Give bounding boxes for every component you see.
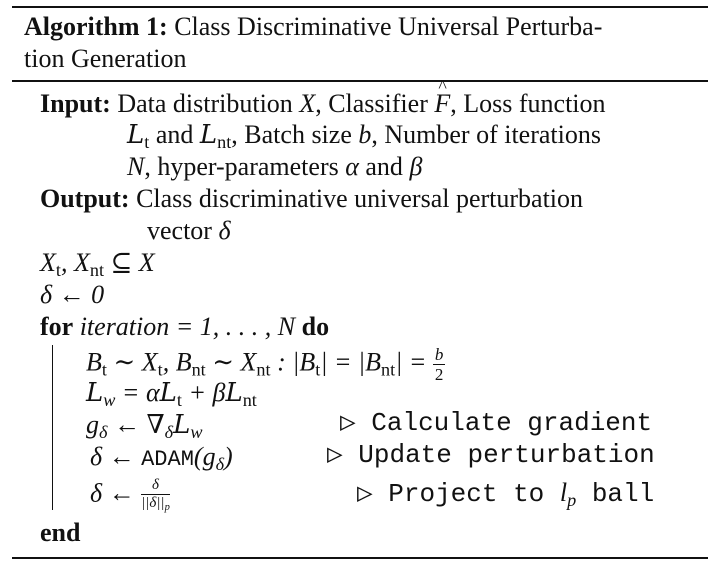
s1-sub-t: t [55,260,61,281]
iterations-text: , Number of iterations [371,120,601,149]
plus-beta: + β [181,378,226,407]
iteration-var: iteration [79,312,170,341]
lp-sub-p: p [567,490,577,511]
b1-nt3: nt [381,359,396,380]
grad-loss: L [173,410,191,440]
s1-X: X [40,248,56,277]
frac-num-delta: δ [141,478,170,495]
g-var: g [86,410,99,439]
input-line-2 [127,122,601,151]
norm-sub-p: p [164,501,170,513]
b1-eq: | = |B [320,347,382,377]
var-alpha: α [345,152,359,181]
input-text-3: , Loss function [450,89,606,118]
algorithm-caption-line2 [24,46,186,72]
nabla-sub-delta: δ [164,422,174,443]
output-line-1 [40,186,583,212]
adam-assign: δ ← [90,442,135,471]
body-adam [90,444,233,473]
loss-t-symbol: L [127,120,145,150]
b1-t: t [101,359,107,380]
step-init-delta [40,282,104,308]
var-delta: δ [218,216,231,245]
comment-calculate-gradient: ▷ Calculate gradient [340,408,653,438]
algorithm-label: Algorithm 1: [24,12,168,41]
caption-rule [12,80,708,82]
b1-nt: nt [191,359,206,380]
b1-sim2: ∼ X [205,347,257,377]
sub-nt-2: nt [242,390,257,411]
loss-nt-symbol: L [199,120,218,150]
fraction-b-over-2 [433,346,446,383]
eq-alpha: = α [115,378,160,407]
b1-B: B [86,347,102,377]
batch-text: , Batch size [231,120,352,149]
input-line-3 [127,154,422,180]
sub-t-2: t [176,390,182,411]
b1-nt2: nt [256,359,271,380]
bottom-rule [12,557,708,559]
sub-nt: nt [217,132,232,153]
comment-update-perturbation: ▷ Update perturbation [327,440,655,470]
norm-text: ||δ|| [141,495,165,511]
sub-w: w [103,390,116,411]
input-text-2: , Classifier [315,89,428,118]
do-keyword: do [301,312,330,341]
adam-close: ) [224,442,233,471]
output-label: Output: [40,184,130,213]
loss-w: L [86,378,104,408]
project-assign: δ ← [90,478,135,508]
b1-sim: ∼ X [106,347,158,377]
var-X: X [299,89,316,118]
frac-den-2: 2 [434,365,444,384]
body-loss [86,380,257,409]
project-comment-b: ball [576,479,655,509]
body-gradient [86,412,203,441]
adam-open: (g [193,442,216,471]
b1-t3: t [315,359,321,380]
frac-den-norm [141,495,170,513]
var-N: N [127,152,145,181]
loss-t: L [159,378,177,408]
var-b: b [358,120,372,149]
frac-num-b: b [434,345,444,364]
output-text-2: vector [147,216,212,245]
s1-comma: , X [60,248,90,277]
g-sub-delta: δ [99,422,108,443]
b1-eq2: | = [395,347,427,377]
lp-l: l [559,478,568,507]
b1-comma: , B [162,347,192,377]
comment-project-ball [357,480,654,509]
top-rule [12,6,708,8]
s1-subset: ⊆ X [104,248,155,277]
b1-t2: t [157,359,163,380]
grad-sub-w: w [190,422,203,443]
loop-body-bar [52,345,53,510]
s1-sub-nt: nt [89,260,104,281]
input-line-1 [40,91,606,117]
for-keyword: for [40,312,74,341]
adam-fn: ADAM [141,447,194,472]
for-range: = 1, . . . , N [169,312,296,341]
and-text: and [155,120,194,149]
loss-nt: L [225,378,243,408]
fraction-delta-norm [141,478,170,513]
step-sample-sets [40,250,155,279]
adam-sub-delta: δ [215,454,225,475]
body-project [90,478,170,513]
hyper-text: , hyper-parameters [144,152,339,181]
nabla: ← ∇ [107,410,165,439]
algorithm-title-2: tion Generation [24,44,187,73]
input-text-1: Data distribution [117,89,293,118]
end-keyword: end [40,518,81,547]
algorithm-title-1: Class Discriminative Universal Perturba- [174,12,603,41]
output-line-2 [147,218,231,244]
var-beta: β [409,152,423,181]
b1-colon: : |B [270,347,316,377]
step-for-loop [40,314,329,340]
init-delta-text: δ ← 0 [40,280,105,309]
sub-t: t [144,132,150,153]
and-text-2: and [365,152,403,181]
output-text: Class discriminative universal perturbation [136,184,584,213]
algorithm-caption-line1 [24,14,602,40]
project-comment-a: ▷ Project to [357,479,545,509]
input-label: Input: [40,89,111,118]
var-F-hat: ^ F [434,91,450,117]
